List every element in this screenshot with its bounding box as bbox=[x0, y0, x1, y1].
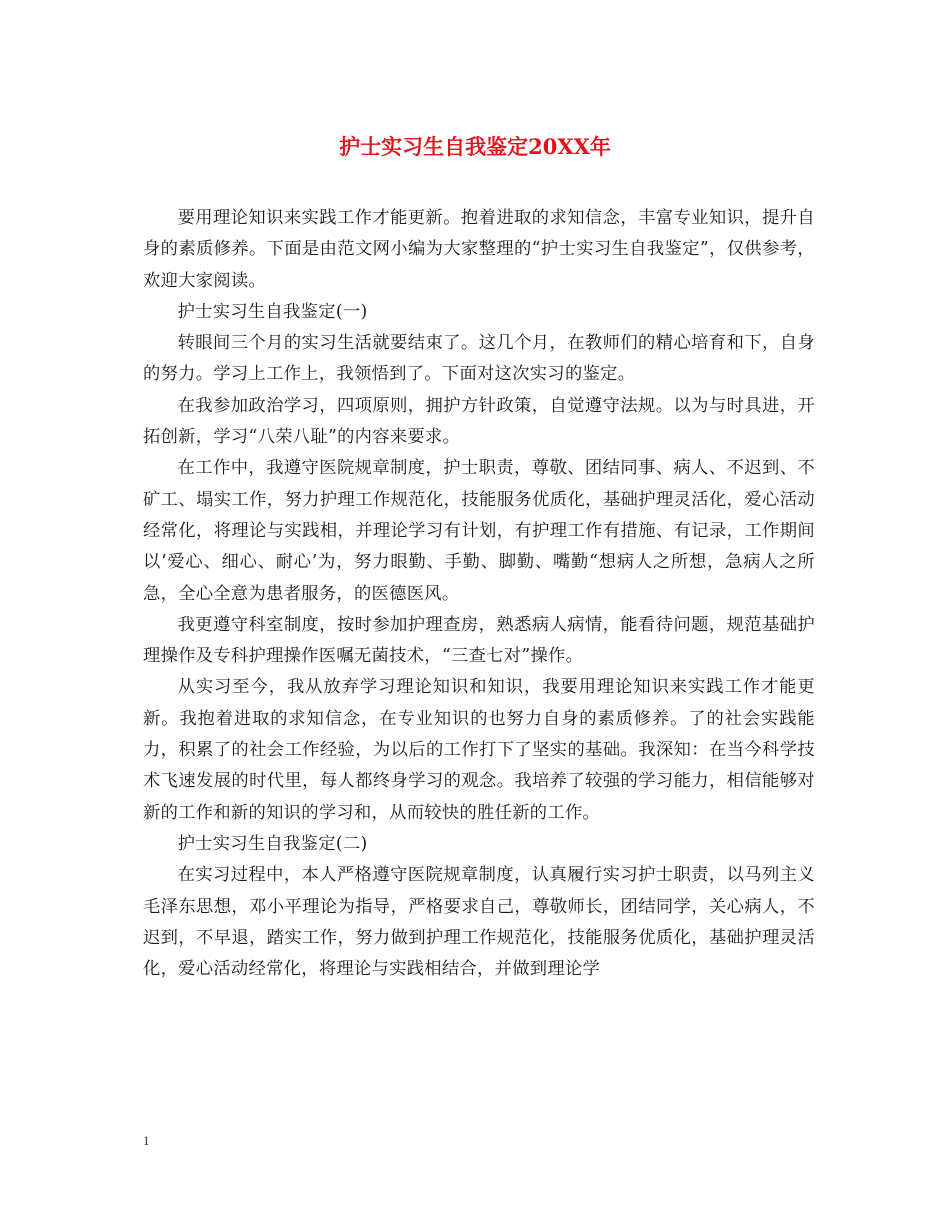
body-paragraph: 我更遵守科室制度，按时参加护理查房，熟悉病人病情，能看待问题，规范基础护理操作及专科护理操作医嘱无菌技术，“三查七对”操作。 bbox=[143, 614, 815, 667]
page-number: 1 bbox=[143, 1133, 150, 1148]
body-paragraph: 在我参加政治学习，四项原则，拥护方针政策，自觉遵守法规。以为与时具进，开拓创新，学习“八荣八耻”的内容来要求。 bbox=[143, 395, 815, 448]
body-paragraph: 在实习过程中，本人严格遵守医院规章制度，认真履行实习护士职责，以马列主义毛泽东思想，邓小平理论为指导，严格要求自己，尊敬师长，团结同学，关心病人，不迟到，不早退，踏实工作，努力做到护理工作规范化，技能服务优质化，基础护理灵活化，爱心活动经常化，将理论与实践相结合，并做到理论学 bbox=[143, 865, 815, 980]
section-heading-1: 护士实习生自我鉴定(一) bbox=[177, 301, 368, 322]
intro-paragraph: 要用理论知识来实践工作才能更新。抱着进取的求知信念，丰富专业知识，提升自身的素质修养。下面是由范文网小编为大家整理的“护士实习生自我鉴定”，仅供参考，欢迎大家阅读。 bbox=[143, 208, 815, 291]
body-paragraph: 在工作中，我遵守医院规章制度，护士职责，尊敬、团结同事、病人、不迟到、不矿工、塌实工作，努力护理工作规范化，技能服务优质化，基础护理灵活化，爱心活动经常化，将理论与实践相，并理论学习有计划，有护理工作有措施、有记录，工作期间以‘爱心、细心、耐心’为，努力眼勤、手勤、脚勤、嘴勤“想病人之所想，急病人之所急，全心全意为患者服务，的医德医风。 bbox=[143, 458, 815, 604]
document-body bbox=[143, 203, 815, 985]
body-paragraph: 转眼间三个月的实习生活就要结束了。这几个月，在教师们的精心培育和下，自身的努力。学习上工作上，我领悟到了。下面对这次实习的鉴定。 bbox=[143, 333, 815, 385]
body-paragraph: 从实习至今，我从放弃学习理论知识和知识，我要用理论知识来实践工作才能更新。我抱着进取的求知信念，在专业知识的也努力自身的素质修养。了的社会实践能力，积累了的社会工作经验，为以后的工作打下了坚实的基础。我深知：在当今科学技术飞速发展的时代里，每人都终身学习的观念。我培养了较强的学习能力，相信能够对新的工作和新的知识的学习和，从而较快的胜任新的工作。 bbox=[143, 677, 815, 823]
document-title: 护士实习生自我鉴定20XX年 bbox=[339, 134, 611, 159]
section-heading-2: 护士实习生自我鉴定(二) bbox=[177, 833, 368, 854]
